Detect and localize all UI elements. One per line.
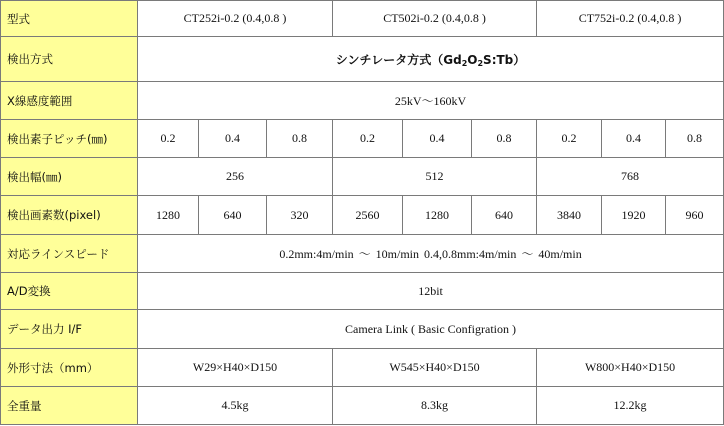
row-ad: [1, 273, 724, 310]
row-size: [1, 349, 724, 387]
row-output: [1, 310, 724, 349]
interface: Camera Link ( Basic Configration ): [138, 310, 724, 349]
pitch-cell: 0.8: [472, 120, 537, 158]
row-pixels: [1, 196, 724, 235]
pixels-cell: 3840: [537, 196, 602, 235]
dimension-cell: W29×H40×D150: [138, 349, 333, 387]
label-pixels: 検出画素数(pixel): [1, 196, 138, 235]
pixels-cell: 1280: [403, 196, 472, 235]
model-2: CT502i-0.2 (0.4,0.8 ): [333, 1, 537, 37]
pixels-cell: 1280: [138, 196, 199, 235]
detection-method: シンチレータ方式$(Gd_2O_2S:Tb)$: [138, 37, 724, 82]
row-xray: [1, 82, 724, 120]
pitch-cell: 0.4: [199, 120, 267, 158]
weight-cell: 8.3kg: [333, 387, 537, 425]
pitch-cell: 0.4: [602, 120, 666, 158]
weight-cell: 4.5kg: [138, 387, 333, 425]
pitch-cell: 0.4: [403, 120, 472, 158]
model-1: CT252i-0.2 (0.4,0.8 ): [138, 1, 333, 37]
model-3: CT752i-0.2 (0.4,0.8 ): [537, 1, 724, 37]
row-speed: [1, 235, 724, 273]
pitch-cell: 0.2: [138, 120, 199, 158]
label-xray: X線感度範囲: [1, 82, 138, 120]
label-method: 検出方式: [1, 37, 138, 82]
ad-bits: 12bit: [138, 273, 724, 310]
pixels-cell: 2560: [333, 196, 403, 235]
row-pitch: [1, 120, 724, 158]
label-speed: 対応ラインスピード: [1, 235, 138, 273]
row-width: [1, 158, 724, 196]
label-size: 外形寸法（mm）: [1, 349, 138, 387]
pixels-cell: 960: [666, 196, 724, 235]
label-width: 検出幅(㎜): [1, 158, 138, 196]
label-output: データ出力 I/F: [1, 310, 138, 349]
pixels-cell: 640: [472, 196, 537, 235]
row-method: [1, 37, 724, 82]
xray-range: 25kV〜160kV: [138, 82, 724, 120]
pixels-cell: 320: [267, 196, 333, 235]
label-ad: A/D変換: [1, 273, 138, 310]
row-model: [1, 1, 724, 37]
width-cell: 256: [138, 158, 333, 196]
pitch-cell: 0.2: [537, 120, 602, 158]
label-weight: 全重量: [1, 387, 138, 425]
dimension-cell: W800×H40×D150: [537, 349, 724, 387]
pixels-cell: 640: [199, 196, 267, 235]
pixels-cell: 1920: [602, 196, 666, 235]
row-weight: [1, 387, 724, 425]
label-pitch: 検出素子ピッチ(㎜): [1, 120, 138, 158]
pitch-cell: 0.2: [333, 120, 403, 158]
width-cell: 512: [333, 158, 537, 196]
width-cell: 768: [537, 158, 724, 196]
pitch-cell: 0.8: [267, 120, 333, 158]
dimension-cell: W545×H40×D150: [333, 349, 537, 387]
pitch-cell: 0.8: [666, 120, 724, 158]
label-model: 型式: [1, 1, 138, 37]
weight-cell: 12.2kg: [537, 387, 724, 425]
line-speed: 0.2mm:4m/min 〜 10m/min 0.4,0.8mm:4m/min 〜 40m/min: [138, 235, 724, 273]
